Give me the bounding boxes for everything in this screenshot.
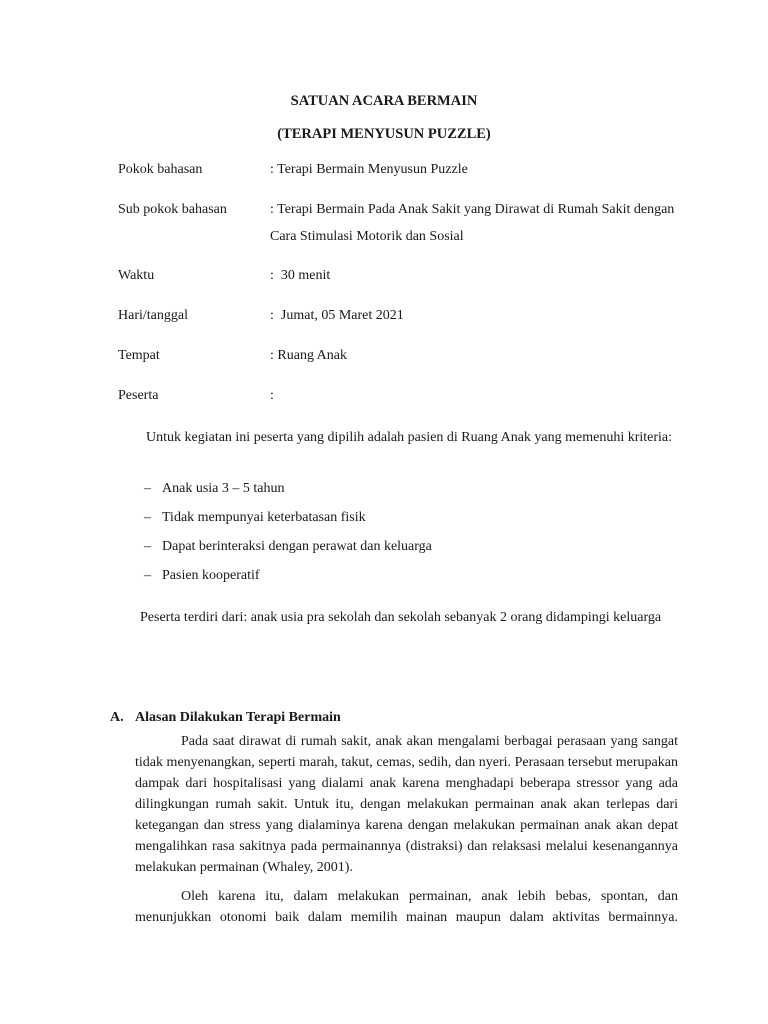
dash-bullet: – (144, 481, 151, 496)
criteria-text: Dapat berinteraksi dengan perawat dan keluarga (162, 539, 432, 554)
field-value: : 30 menit (270, 268, 331, 283)
peserta-composition: Peserta terdiri dari: anak usia pra sekolah dan sekolah sebanyak 2 orang didampingi keluarga (140, 610, 662, 625)
peserta-intro: Untuk kegiatan ini peserta yang dipilih adalah pasien di Ruang Anak yang memenuhi kriteria: (146, 430, 673, 445)
criteria-text: Pasien kooperatif (162, 568, 260, 583)
section-letter: A. (110, 710, 124, 725)
section-title: Alasan Dilakukan Terapi Bermain (135, 710, 341, 725)
document-subtitle: (TERAPI MENYUSUN PUZZLE) (277, 126, 491, 142)
dash-bullet: – (144, 539, 151, 554)
criteria-text: Anak usia 3 – 5 tahun (162, 481, 285, 496)
field-value: : Jumat, 05 Maret 2021 (270, 308, 404, 323)
field-value: : (270, 388, 274, 403)
field-label: Waktu (118, 268, 155, 283)
field-label: Peserta (118, 388, 159, 403)
paragraph: Pada saat dirawat di rumah sakit, anak akan mengalami berbagai perasaan yang sangat tidak menyenangkan, seperti marah, takut, cemas, sedih, dan nyeri. Perasaan tersebut merupakan dampak dari hospitalisasi yang dialami anak karena menghadapi beberapa stressor yang ada dilingkungan rumah sakit. Untuk itu, dengan melakukan permainan anak akan terlepas dari ketegangan dan stress yang dialaminya karena dengan melakukan permainan anak akan depat mengalihkan rasa sakitnya pada permainannya (distraksi) dan relaksasi melalui kesenangannya melakukan permainan (Whaley, 2001). (135, 734, 678, 875)
field-label: Hari/tanggal (118, 308, 188, 323)
field-value: : Ruang Anak (270, 348, 347, 363)
field-value: : Terapi Bermain Pada Anak Sakit yang Dirawat di Rumah Sakit dengan Cara Stimulasi Motorik dan Sosial (270, 202, 675, 244)
document-title: SATUAN ACARA BERMAIN (290, 93, 478, 109)
criteria-text: Tidak mempunyai keterbatasan fisik (162, 510, 366, 525)
field-label: Pokok bahasan (118, 162, 203, 177)
dash-bullet: – (144, 510, 151, 525)
field-label: Tempat (118, 348, 160, 363)
dash-bullet: – (144, 568, 151, 583)
field-value: : Terapi Bermain Menyusun Puzzle (270, 162, 468, 177)
field-label: Sub pokok bahasan (118, 202, 227, 217)
paragraph: Oleh karena itu, dalam melakukan permainan, anak lebih bebas, spontan, dan menunjukkan otonomi baik dalam memilih mainan maupun dalam aktivitas bermainnya. (135, 889, 678, 925)
